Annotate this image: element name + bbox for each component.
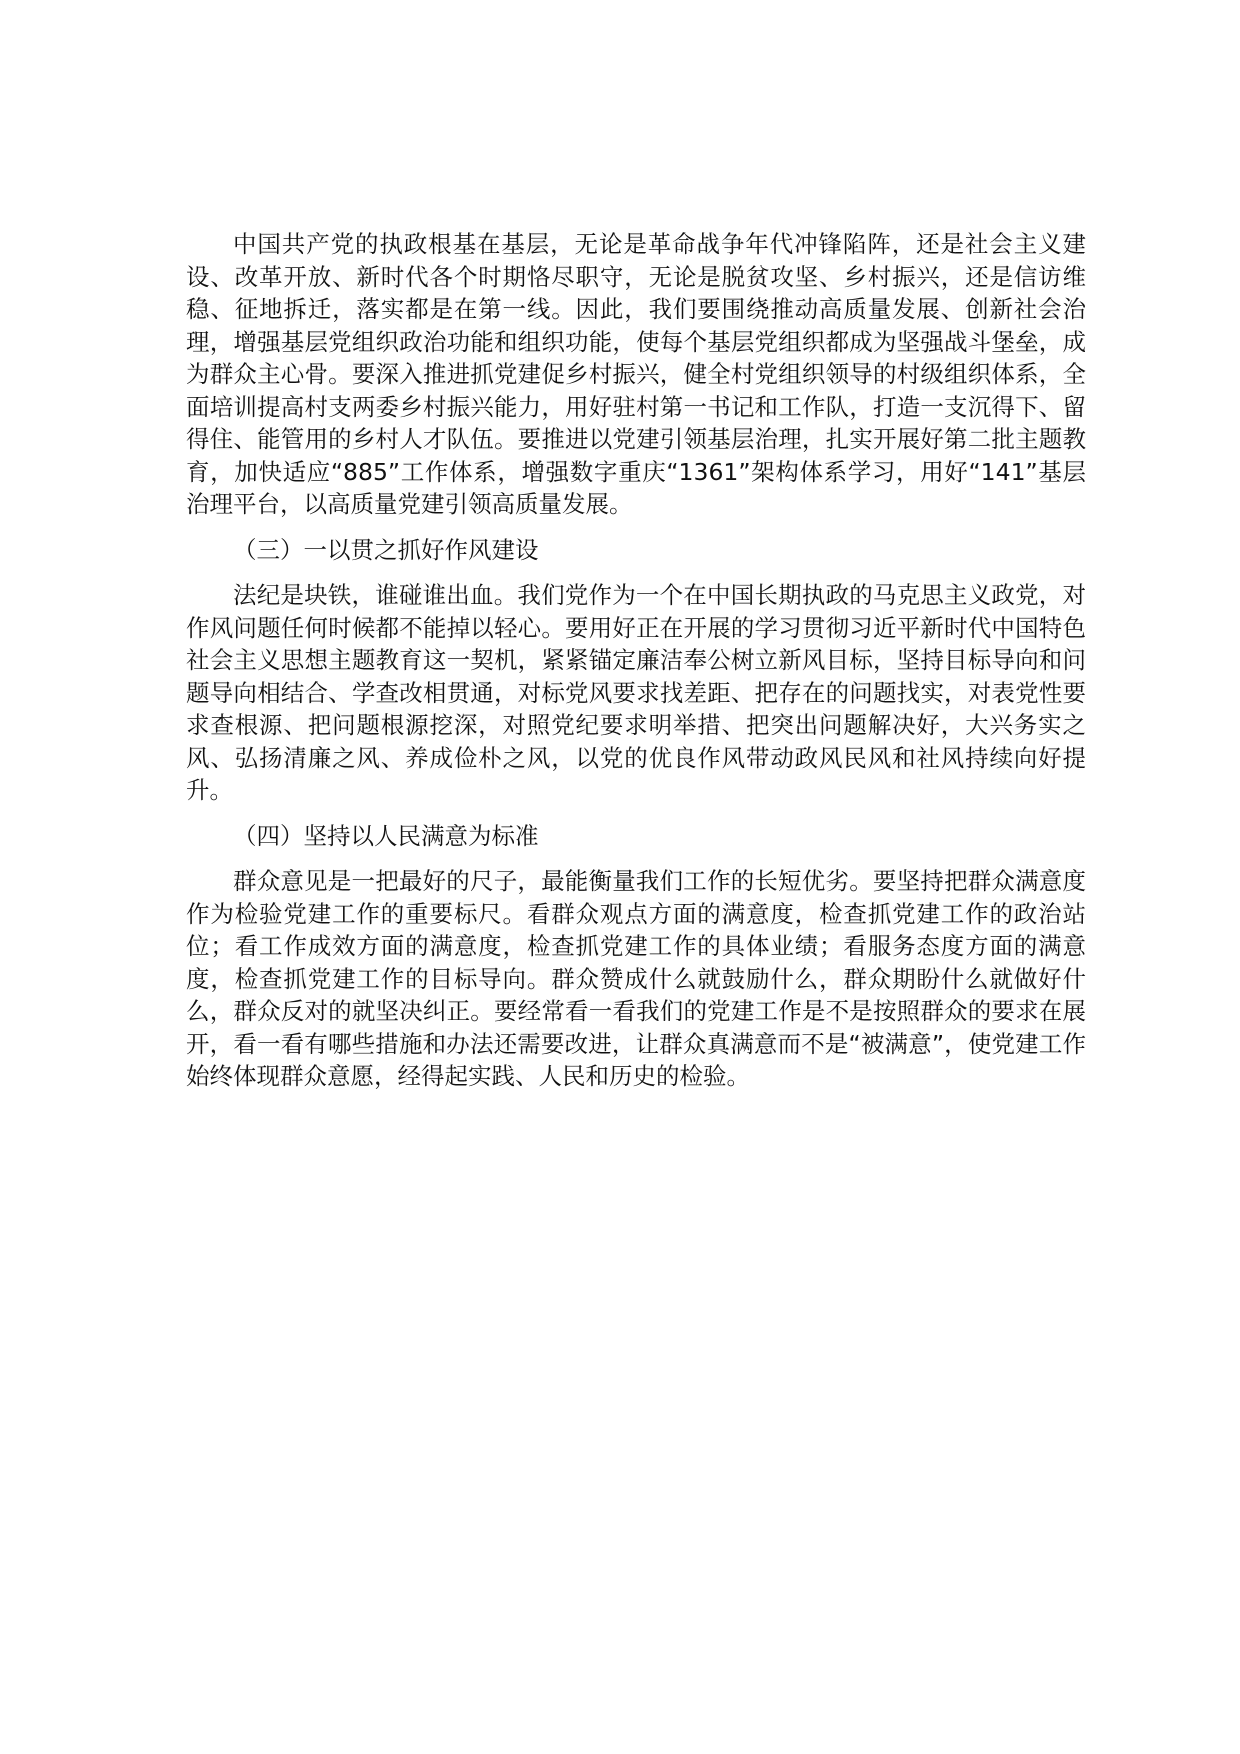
section-heading: （三）一以贯之抓好作风建设 xyxy=(233,535,539,564)
section-heading: （四）坚持以人民满意为标准 xyxy=(233,821,539,850)
body-paragraph: 群众意见是一把最好的尺子，最能衡量我们工作的长短优劣。要坚持把群众满意度作为检验党建工作的重要标尺。看群众观点方面的满意度，检查抓党建工作的政治站位；看工作成效方面的满意度，检查抓党建工作的具体业绩；看服务态度方面的满意度，检查抓党建工作的目标导向。群众赞成什么就鼓励什么，群众期盼什么就做好什么，群众反对的就坚决纠正。要经常看一看我们的党建工作是不是按照群众的要求在展开，看一看有哪些措施和办法还需要改进，让群众真满意而不是“被满意”，使党建工作始终体现群众意愿，经得起实践、人民和历史的检验。 xyxy=(186,867,1086,1090)
body-paragraph: 中国共产党的执政根基在基层，无论是革命战争年代冲锋陷阵，还是社会主义建设、改革开放、新时代各个时期恪尽职守，无论是脱贫攻坚、乡村振兴，还是信访维稳、征地拆迁，落实都是在第一线。因此，我们要围绕推动高质量发展、创新社会治理，增强基层党组织政治功能和组织功能，使每个基层党组织都成为坚强战斗堡垒，成为群众主心骨。要深入推进抓党建促乡村振兴，健全村党组织领导的村级组织体系，全面培训提高村支两委乡村振兴能力，用好驻村第一书记和工作队，打造一支沉得下、留得住、能管用的乡村人才队伍。要推进以党建引领基层治理，扎实开展好第二批主题教育，加快适应“885”工作体系，增强数字重庆“1361”架构体系学习，用好“141”基层治理平台，以高质量党建引领高质量发展。 xyxy=(186,230,1086,518)
document-page xyxy=(186,228,1086,1093)
body-paragraph: 法纪是块铁，谁碰谁出血。我们党作为一个在中国长期执政的马克思主义政党，对作风问题任何时候都不能掉以轻心。要用好正在开展的学习贯彻习近平新时代中国特色社会主义思想主题教育这一契机，紧紧锚定廉洁奉公树立新风目标，坚持目标导向和问题导向相结合、学查改相贯通，对标党风要求找差距、把存在的问题找实，对表党性要求查根源、把问题根源挖深，对照党纪要求明举措、把突出问题解决好，大兴务实之风、弘扬清廉之风、养成俭朴之风，以党的优良作风带动政风民风和社风持续向好提升。 xyxy=(186,581,1086,804)
